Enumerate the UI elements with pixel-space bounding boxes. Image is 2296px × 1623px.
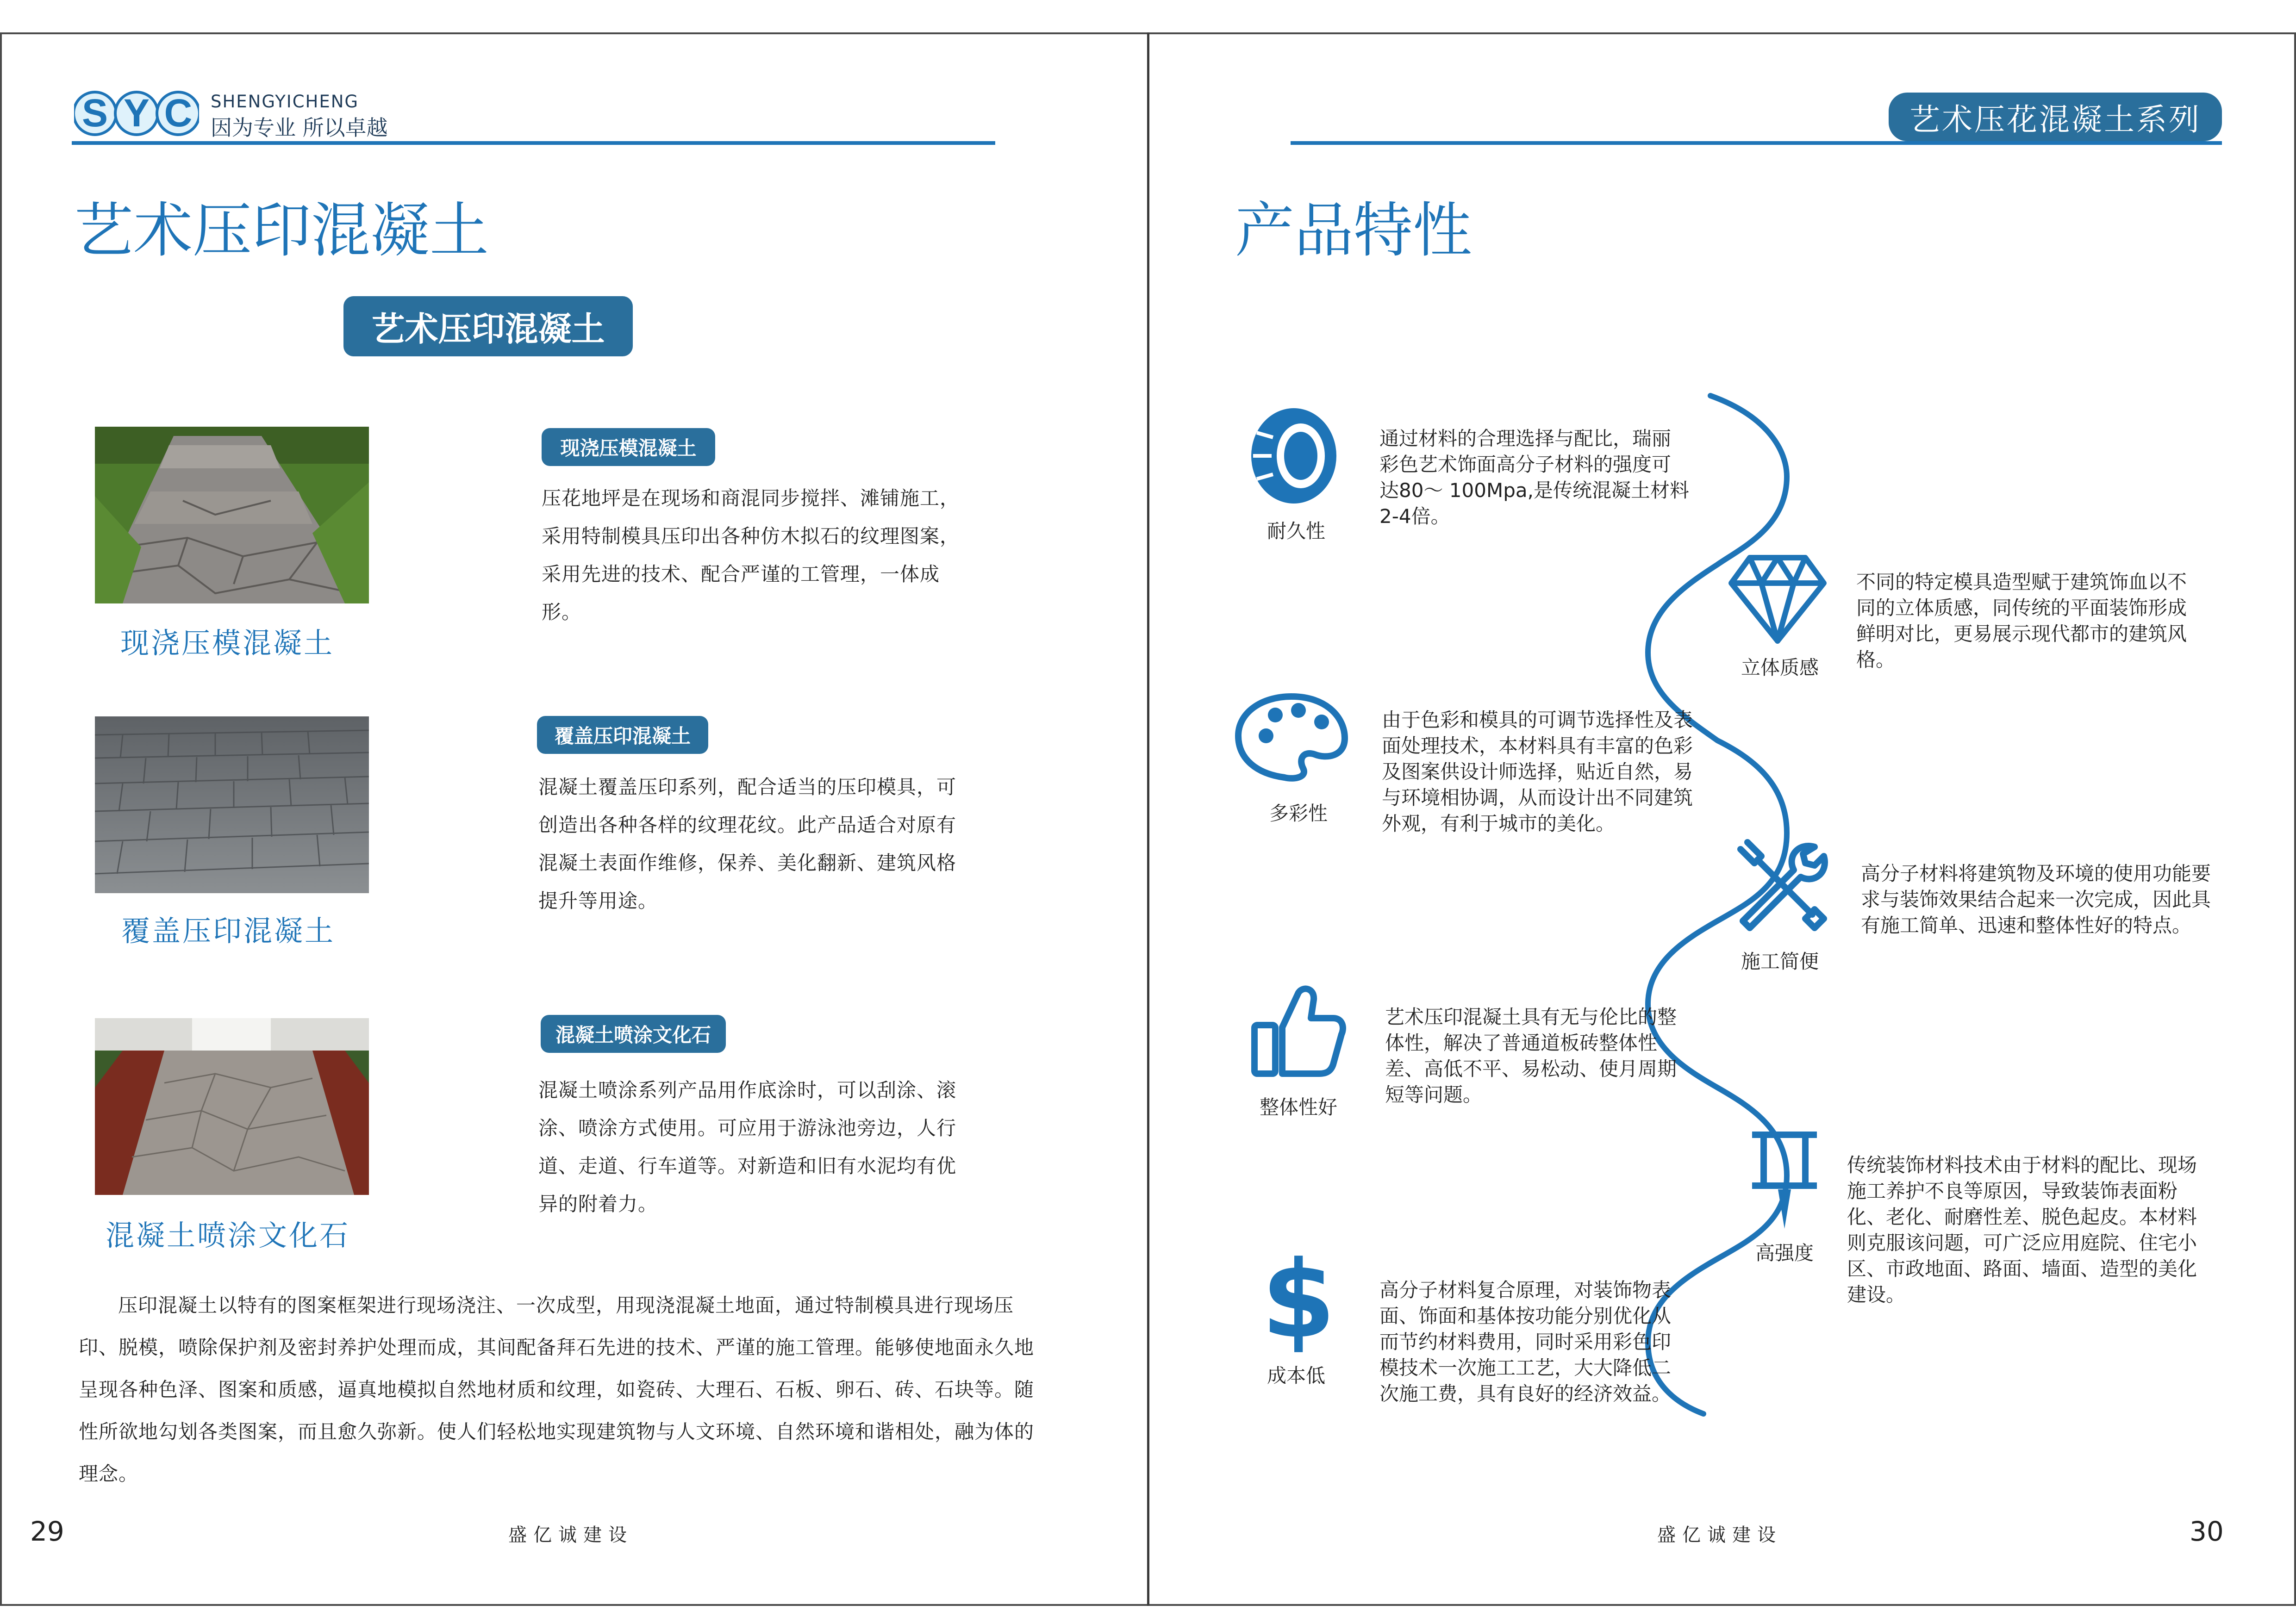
feature-line: 建设。 [1847, 1283, 1906, 1306]
caption-item-1: 现浇压模混凝土 [120, 626, 335, 660]
feature-line: 同的立体质感，同传统的平面装饰形成 [1856, 597, 2187, 619]
svg-text:C: C [164, 91, 193, 135]
feature-line: 与环境相协调，从而设计出不同建筑 [1382, 786, 1693, 809]
section-pill: 艺术压印混凝土 [343, 296, 633, 356]
brand-english: SHENGYICHENG [211, 92, 359, 112]
feature-text [1856, 569, 2227, 673]
feature-label: 成本低 [1267, 1364, 1325, 1387]
feature-line: 2-4倍。 [1379, 505, 1450, 528]
header-rule-left [72, 141, 995, 145]
header-rule-right [1291, 141, 2222, 145]
feature-line: 化、老化、耐磨性差、脱色起皮。本材料 [1847, 1206, 2197, 1228]
tools-icon [1729, 833, 1831, 937]
feature-label: 立体质感 [1741, 656, 1819, 679]
syc-logo [74, 86, 199, 141]
feature-line: 不同的特定模具造型赋于建筑饰血以不 [1856, 571, 2187, 593]
feature-label: 多彩性 [1269, 802, 1328, 825]
feature-line: 差、高低不平、易松动、使月周期 [1385, 1057, 1677, 1080]
feature-line: 模技术一次施工工艺，大大降低二 [1379, 1356, 1672, 1379]
desc-item-3 [538, 1071, 1024, 1223]
feature-text [1379, 1277, 1713, 1407]
left-body-paragraph: 压印混凝土以特有的图案框架进行现场浇注、一次成型，用现浇混凝土地面，通过特制模具进行现场压印、脱模，喷除保护剂及密封养护处理而成，其间配备拜石先进的技术、严谨的施工管理。能够使地面永久地呈现各种色泽、图案和质感，逼真地模拟自然地材质和纹理，如瓷砖、大理石、石板、卵石、砖、石块等。随性所欲地勾划各类图案，而且愈久弥新。使人们轻松地实现建筑物与人文环境、自然环境和谐相处，融为体的理念。 [79, 1294, 1035, 1485]
diamond-icon [1727, 551, 1828, 650]
feature-line: 传统装饰材料技术由于材料的配比、现场 [1847, 1154, 2197, 1176]
desc-line: 采用特制模具压印出各种仿木拟石的纹理图案， [542, 525, 960, 547]
feature-text [1861, 861, 2231, 939]
feature-line: 施工养护不良等原因，导致装饰表面粉 [1847, 1180, 2178, 1202]
right-page-title: 产品特性 [1235, 196, 1472, 265]
series-title-pill: 艺术压花混凝土系列 [1889, 93, 2222, 141]
feature-text [1379, 426, 1713, 529]
feature-line: 高分子材料将建筑物及环境的使用功能要 [1861, 862, 2211, 885]
brand-slogan: 因为专业 所以卓越 [211, 115, 388, 140]
tire-icon [1248, 405, 1340, 509]
svg-text:S: S [81, 91, 108, 135]
desc-line: 采用先进的技术、配合严谨的工管理，一体成 [542, 563, 940, 585]
feature-line: 由于色彩和模具的可调节选择性及表 [1382, 709, 1693, 731]
feature-line: 高分子材料复合原理，对装饰物表 [1379, 1279, 1672, 1301]
svg-text:Y: Y [123, 91, 150, 135]
feature-label: 耐久性 [1267, 520, 1325, 542]
feature-line: 则克服该问题，可广泛应用庭院、住宅小 [1847, 1231, 2197, 1254]
desc-line: 道、走道、行车道等。对新造和旧有水泥均有优 [538, 1155, 957, 1177]
feature-line: 外观，有利于城市的美化。 [1382, 812, 1616, 835]
feature-line: 有施工简单、迅速和整体性好的特点。 [1861, 914, 2192, 937]
caption-item-3: 混凝土喷涂文化石 [106, 1219, 350, 1252]
dollar-icon: $ [1261, 1238, 1336, 1362]
feature-line: 艺术压印混凝土具有无与伦比的整 [1385, 1006, 1677, 1028]
feature-line: 达80～ 100Mpa,是传统混凝土材料 [1379, 479, 1689, 502]
page-number-left: 29 [30, 1516, 64, 1547]
feature-text [1847, 1152, 2236, 1308]
feature-label: 整体性好 [1259, 1096, 1337, 1119]
feature-line: 区、市政地面、路面、墙面、造型的美化 [1847, 1257, 2197, 1280]
footer-right: 盛亿诚建设 [1657, 1524, 1782, 1546]
feature-text [1382, 707, 1715, 837]
feature-line: 彩色艺术饰面高分子材料的强度可 [1379, 453, 1672, 476]
palette-icon [1234, 690, 1349, 784]
feature-line: 次施工费，具有良好的经济效益。 [1379, 1382, 1672, 1405]
feature-line: 而节约材料费用，同时采用彩色印 [1379, 1331, 1672, 1353]
desc-line: 压花地坪是在现场和商混同步搅拌、滩铺施工， [542, 487, 960, 510]
tag-item-3: 混凝土喷涂文化石 [541, 1015, 726, 1053]
feature-line: 通过材料的合理选择与配比，瑞丽 [1379, 427, 1672, 450]
photo-brick-overlay [95, 716, 369, 893]
feature-label: 施工简便 [1741, 950, 1819, 973]
feature-line: 体性，解决了普通道板砖整体性 [1385, 1032, 1658, 1054]
feature-line: 面、饰面和基体按功能分别优化从 [1379, 1305, 1672, 1327]
footer-left: 盛亿诚建设 [508, 1524, 633, 1546]
tag-item-2: 覆盖压印混凝土 [537, 716, 708, 754]
thumbs-up-icon [1250, 981, 1347, 1080]
photo-stone-walkway [95, 427, 369, 603]
desc-line: 形。 [542, 601, 582, 623]
feature-line: 短等问题。 [1385, 1083, 1483, 1106]
feature-line: 鲜明对比，更易展示现代都市的建筑风 [1856, 622, 2187, 645]
desc-line: 混凝土表面作维修，保养、美化翻新、建筑风格 [538, 852, 957, 874]
feature-text [1385, 1004, 1718, 1108]
feature-line: 及图案供设计师选择，贴近自然，易 [1382, 760, 1693, 783]
feature-line: 格。 [1856, 648, 1896, 671]
desc-item-1 [542, 479, 1028, 631]
left-page-title: 艺术压印混凝土 [74, 196, 489, 265]
caption-item-2: 覆盖压印混凝土 [121, 914, 336, 948]
tag-item-1: 现浇压模混凝土 [542, 428, 715, 466]
desc-line: 异的附着力。 [538, 1193, 658, 1215]
feature-line: 面处理技术，本材料具有丰富的色彩 [1382, 734, 1693, 757]
desc-line: 混凝土覆盖压印系列，配合适当的压印模具，可 [538, 776, 957, 798]
page-spine [1147, 32, 1149, 1606]
desc-line: 提升等用途。 [538, 889, 658, 912]
feature-line: 求与装饰效果结合起来一次完成，因此具 [1861, 888, 2211, 911]
desc-line: 创造出各种各样的纹理花纹。此产品适合对原有 [538, 814, 957, 836]
desc-line: 混凝土喷涂系列产品用作底涂时，可以刮涂、滚 [538, 1079, 957, 1101]
desc-item-2 [538, 768, 1024, 920]
photo-spray-stone [95, 1018, 369, 1195]
pushpin-icon [1747, 1129, 1822, 1235]
feature-label: 高强度 [1755, 1242, 1814, 1264]
page-number-right: 30 [2190, 1516, 2224, 1547]
desc-line: 涂、喷涂方式使用。可应用于游泳池旁边，人行 [538, 1117, 957, 1139]
